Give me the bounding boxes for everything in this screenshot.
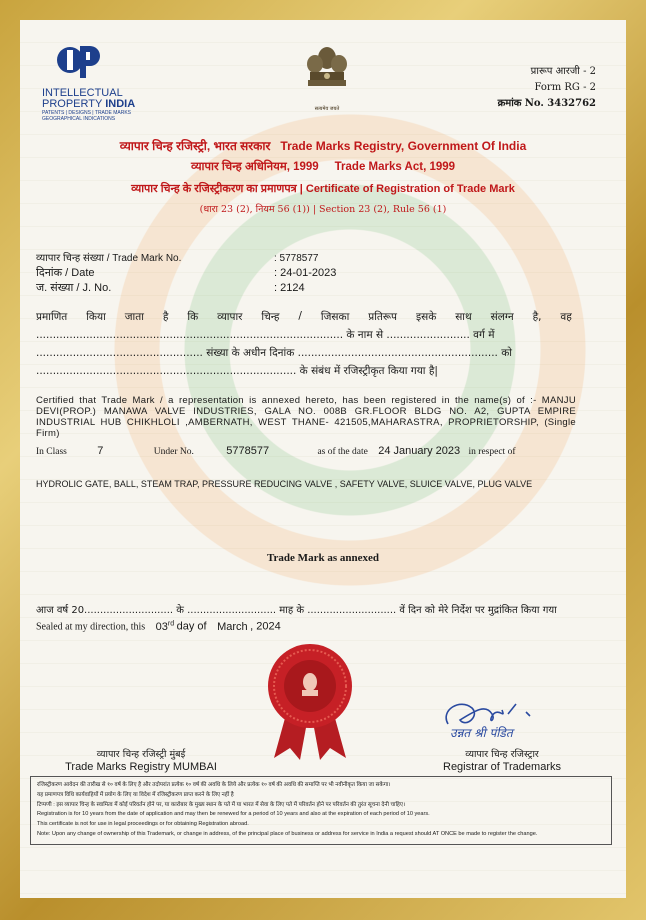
form-label-hi: प्रारूप आरजी - 2 — [530, 66, 596, 77]
footer-note-2: यह प्रमाणपत्र विधि कार्यवाहियों में प्रयोग के लिए या विदेश में रजिस्ट्रीकरण प्राप्त करने के लिए नहीं है — [37, 791, 234, 798]
hindi-word: प्रमाणित — [36, 311, 68, 323]
ip-india-logo — [42, 40, 152, 122]
date-value: : 24-01-2023 — [274, 267, 337, 279]
registry-office-hi: व्यापार चिन्ह रजिस्ट्री मुंबई — [96, 749, 186, 760]
registrar-title-en: Registrar of Trademarks — [443, 761, 561, 773]
trade-mark-number-value: : 5778577 — [274, 253, 319, 264]
under-no-value: 5778577 — [226, 445, 270, 457]
logo-line-1: INTELLECTUAL — [42, 87, 123, 99]
emblem-caption: सत्यमेव जयते — [314, 106, 340, 112]
registrar-title-hi: व्यापार चिन्ह रजिस्ट्रार — [465, 749, 539, 760]
form-info — [498, 64, 596, 112]
footer-note-4: Registration is for 10 years from the date of application and may then be renewed for a period of 10 years and also at the expiration of each period of 10 years. — [37, 811, 430, 818]
footer-note-3: टिप्पणी : इस व्यापार चिन्ह के स्वामित्व में कोई परिवर्तन होने पर, या कारोबार के मुख्य स्थान के पते में या भारत में सेवा के लिए पते में परिवर्तन होने पर परिवर्तन की तुरंत सूचना देनी चाहिए। — [37, 801, 406, 808]
date-label: दिनांक / Date — [36, 267, 95, 279]
ashoka-emblem-icon — [302, 42, 352, 102]
hindi-word: / — [298, 310, 302, 322]
logo-line-3: INDIA — [105, 98, 136, 110]
title-act-hi: व्यापार चिन्ह अधिनियम, 1999 — [190, 161, 319, 173]
hindi-para-line-4: .............................................................................. के संबंध में रजिस्ट्रीकृत किया गया है| — [36, 365, 438, 377]
official-seal-icon — [260, 640, 360, 760]
national-emblem — [302, 42, 352, 112]
hindi-word: जाता — [124, 311, 144, 323]
title-registry-hi: व्यापार चिन्ह रजिस्ट्री, भारत सरकार — [119, 139, 271, 153]
sealed-day-of: day of — [176, 620, 207, 633]
sealed-year: , 2024 — [250, 620, 281, 633]
footer-note-5: This certificate is not for use in legal proceedings or for obtaining Registration abroad. — [37, 821, 249, 828]
sealed-day: 03 — [155, 620, 168, 633]
logo-sub-1: PATENTS | DESIGNS | TRADE MARKS — [42, 110, 132, 116]
under-no-label: Under No. — [153, 447, 194, 457]
footer-note-1: रजिस्ट्रीकरण आवेदन की तारीख से १० वर्ष के लिए है और तदोपरांत प्रत्येक १० वर्ष की अवधि के लिये और प्रत्येक १० वर्ष की अवधि की समाप्ति पर भी नवीनीकृत किया जा सकेगा। — [37, 782, 391, 788]
form-label-en: Form RG - 2 — [534, 82, 596, 93]
logo-sub-2: GEOGRAPHICAL INDICATIONS — [42, 116, 116, 122]
logo-line-2: PROPERTY — [42, 98, 103, 110]
title-line-1 — [20, 137, 626, 154]
ip-india-logo-icon — [56, 40, 102, 80]
title-act-en: Trade Marks Act, 1999 — [334, 161, 456, 173]
hindi-word: किया — [86, 311, 106, 323]
class-value: 7 — [97, 445, 104, 457]
hindi-word: है — [162, 311, 169, 323]
hindi-word: संलग्न — [490, 311, 514, 323]
hindi-word: है, — [532, 311, 542, 323]
trade-mark-number-row — [36, 250, 319, 264]
title-line-2 — [20, 159, 626, 174]
sealed-date-line — [36, 620, 281, 633]
as-of-date-label: as of the date — [317, 447, 368, 457]
hindi-word: व्यापार — [217, 311, 243, 323]
sealed-hindi-line: आज वर्ष 20............................ के ............................ माह के ............................ वें दिन को मेरे निर्देश पर मुद्रांकित किया गया — [36, 605, 557, 616]
hindi-para-line-3: .................................................. संख्या के अधीन दिनांक ............................................................ को — [36, 347, 512, 359]
footer-note-6: Note: Upon any change of ownership of this Trademark, or change in address, of the principal place of business or address for service in India a request should AT ONCE be made to register the change. — [37, 830, 538, 837]
journal-number-label: ज. संख्या / J. No. — [36, 282, 112, 294]
in-respect-of-label: in respect of — [468, 447, 516, 457]
signature-text: उन्नत श्री पंडित — [450, 726, 513, 740]
hindi-word: कि — [187, 311, 199, 323]
journal-number-row — [36, 280, 305, 295]
title-registry-en: Trade Marks Registry, Government Of India — [280, 139, 527, 153]
hindi-word: इसके — [415, 311, 437, 323]
hindi-word: वह — [560, 311, 572, 323]
serial-label: क्रमांक — [497, 98, 522, 109]
in-class-label: In Class — [36, 447, 67, 457]
serial-number: No. 3432762 — [524, 98, 596, 109]
registry-office-en: Trade Marks Registry MUMBAI — [65, 761, 217, 773]
trade-mark-number-label: व्यापार चिन्ह संख्या / Trade Mark No. — [36, 253, 182, 264]
hindi-para-line-1 — [36, 310, 572, 324]
sealed-prefix: Sealed at my direction, this — [36, 621, 146, 633]
trade-mark-annexed: Trade Mark as annexed — [267, 552, 379, 564]
as-of-date-value: 24 January 2023 — [378, 445, 461, 457]
journal-number-value: : 2124 — [274, 282, 305, 294]
certificate-body — [20, 20, 626, 898]
hindi-para-line-2: ............................................................................................ के नाम से ......................... वर्ग में — [36, 329, 495, 341]
registrar-title — [422, 749, 582, 773]
footer-notes — [30, 776, 612, 845]
hindi-word: जिसका — [320, 311, 350, 323]
section-reference: (धारा 23 (2), नियम 56 (1)) | Section 23 (2), Rule 56 (1) — [199, 204, 447, 215]
hindi-word: साथ — [455, 311, 472, 323]
class-row — [36, 445, 515, 457]
hindi-word: प्रतिरूप — [368, 311, 398, 323]
goods-description: HYDROLIC GATE, BALL, STEAM TRAP, PRESSURE REDUCING VALVE , SAFETY VALVE, SLUICE VALVE, PLUG VALVE — [36, 479, 533, 489]
sealed-month: March — [217, 620, 248, 633]
sealed-day-suffix: rd — [167, 620, 175, 627]
english-certification-text: Certified that Trade Mark / a representation is annexed hereto, has been registered in the name(s) of :- MANJU DEVI(PROP.) MANAWA VALVE INDUSTRIES, GALA NO. 008B GR.FLOOR BLDG NO. A2, GUPTA EMPIRE INDUSTRIAL HUB CHIKHLOLI ,AMBERNATH, WEST THANE- 421505,MAHARASTRA, PROPRIETORSHIP, (Single Firm) — [36, 395, 576, 439]
registry-office — [56, 749, 226, 773]
hindi-word: चिन्ह — [261, 311, 280, 323]
date-row — [36, 265, 336, 280]
certificate-title: व्यापार चिन्ह के रजिस्ट्रीकरण का प्रमाणपत्र | Certificate of Registration of Trade Mark — [131, 183, 515, 195]
